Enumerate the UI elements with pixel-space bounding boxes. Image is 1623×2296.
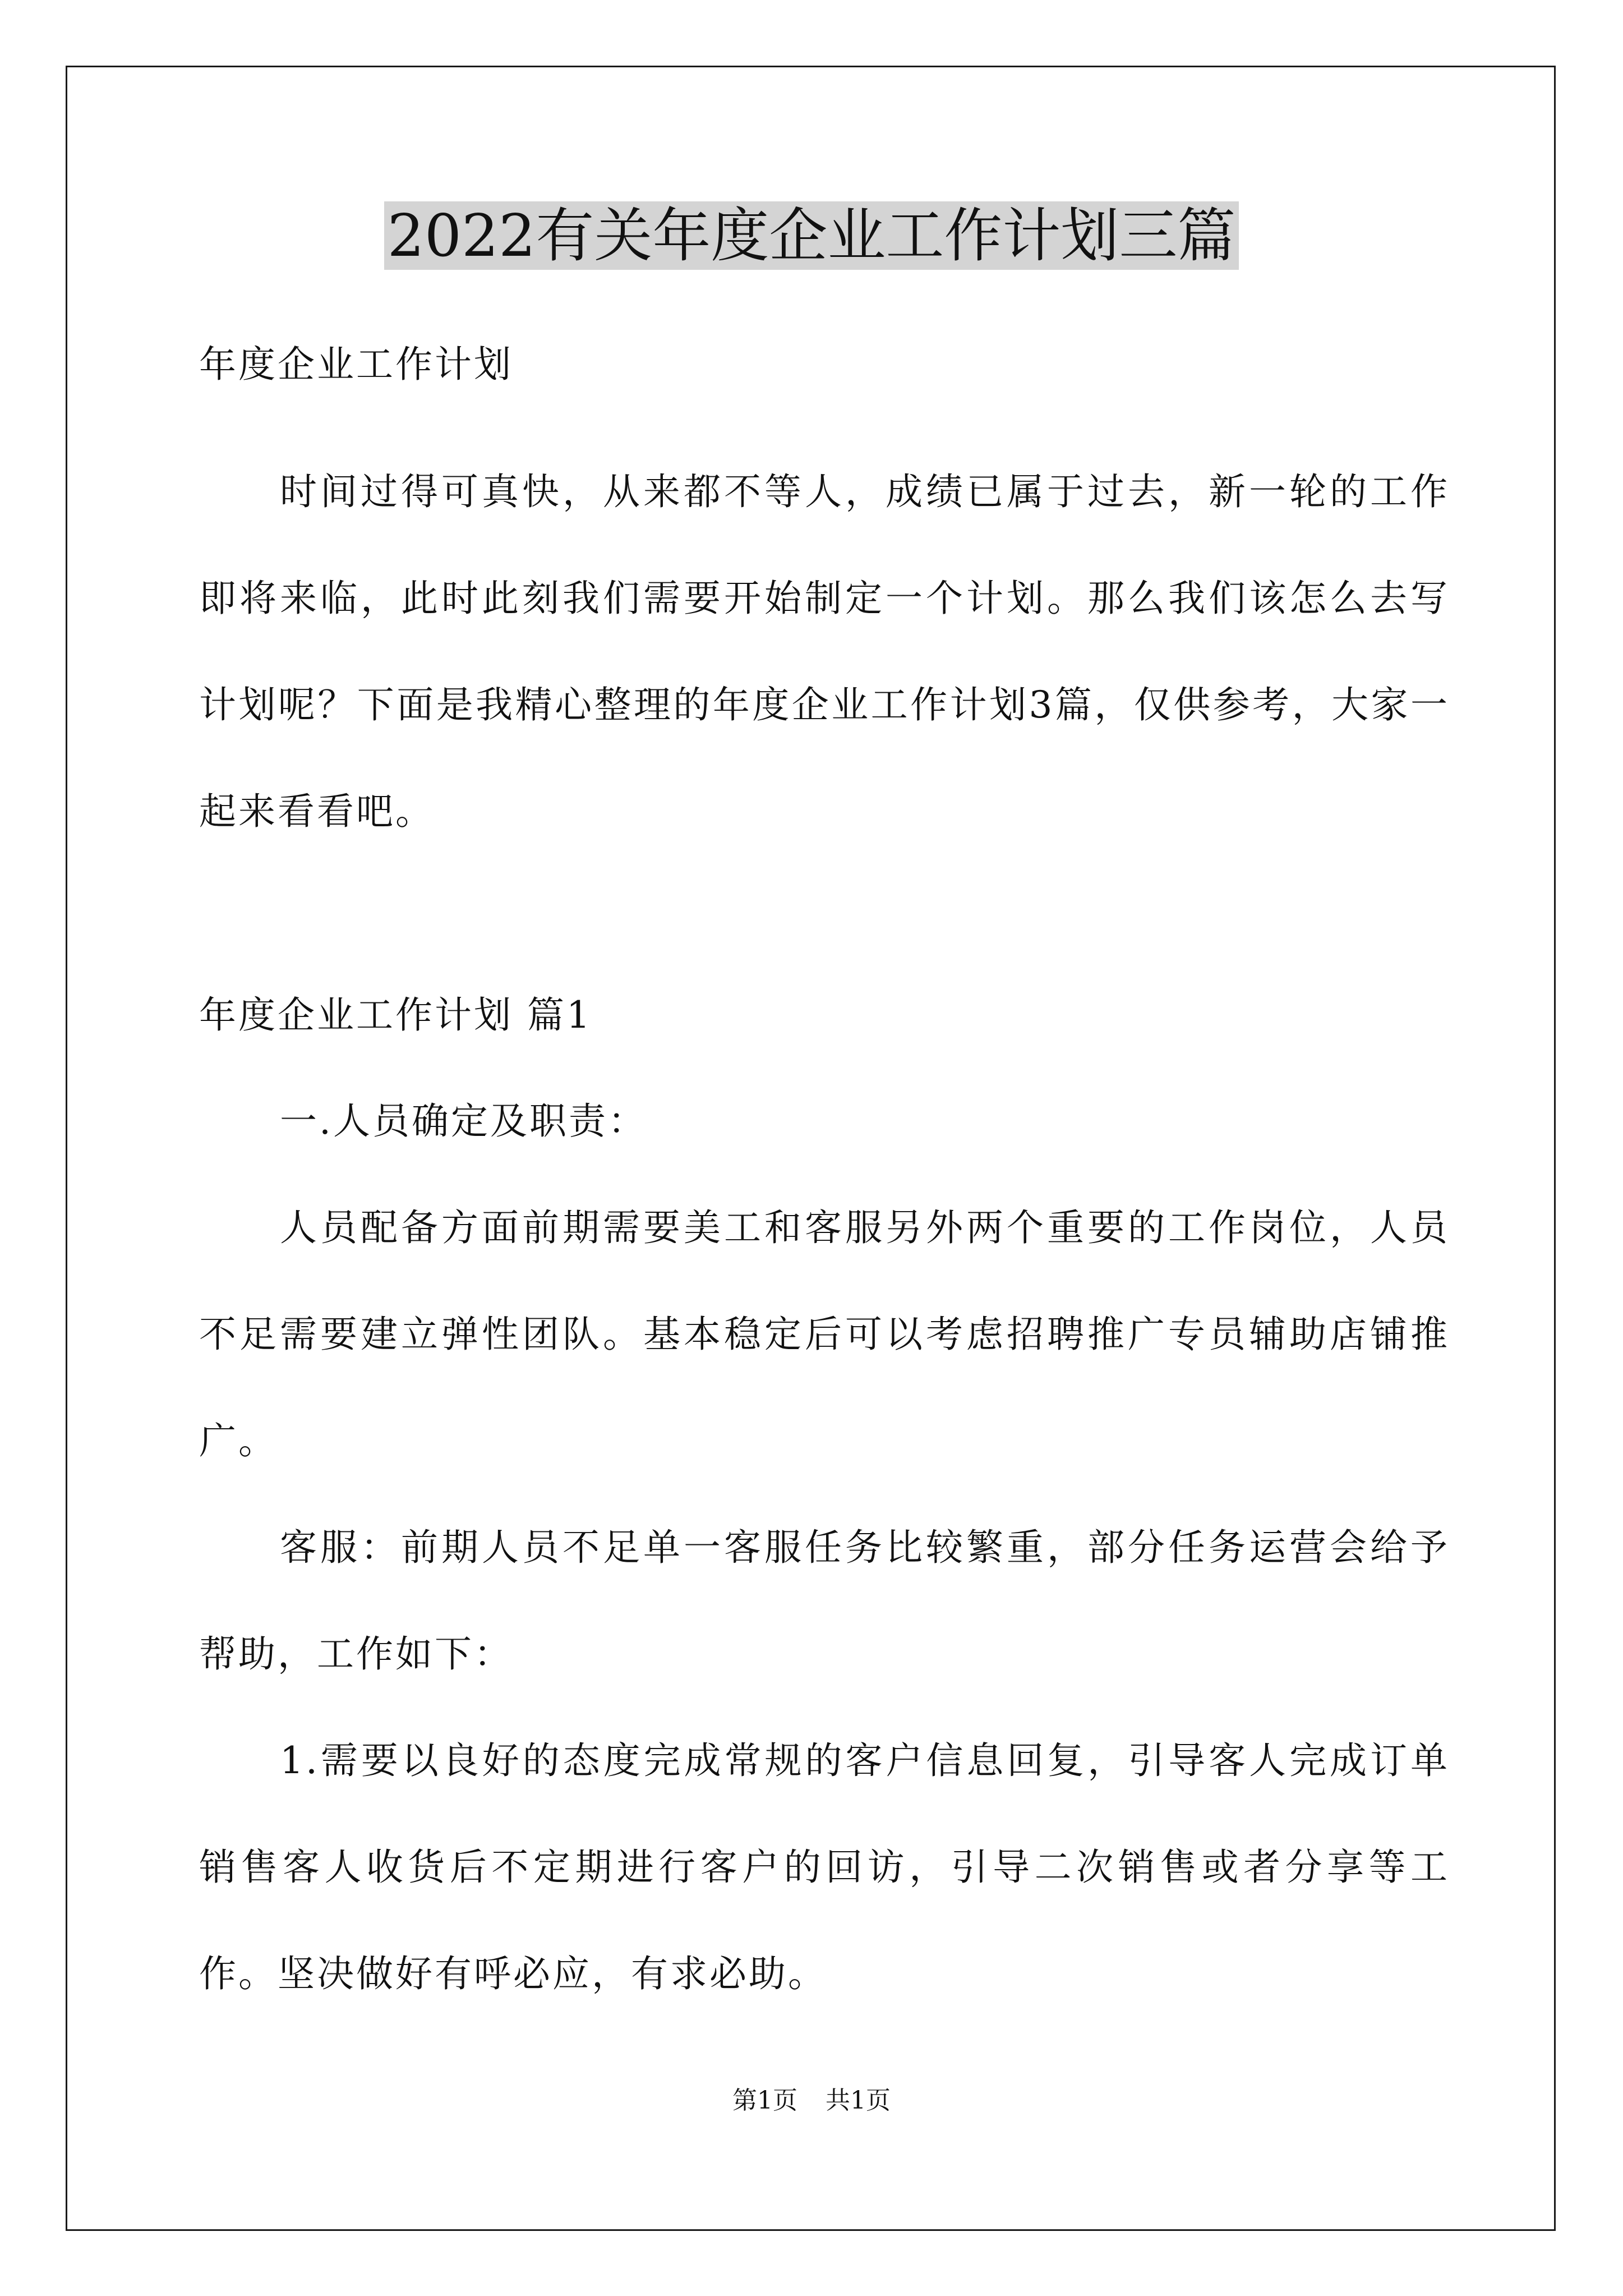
document-title [0,196,1623,275]
staffing-paragraph: 人员配备方面前期需要美工和客服另外两个重要的工作岗位，人员不足需要建立弹性团队。基本稳定后可以考虑招聘推广专员辅助店铺推广。 [199,1206,1450,1462]
page-current: 第1页 [732,2086,797,2115]
section-heading: 年度企业工作计划 篇1 [199,993,592,1037]
item-heading: 一.人员确定及职责： [280,1099,647,1143]
page-footer [0,2084,1623,2118]
title-text: 2022有关年度企业工作计划三篇 [384,201,1239,270]
cs-item-paragraph: 1.需要以良好的态度完成常规的客户信息回复，引导客人完成订单销售客人收货后不定期进行客户的回访，引导二次销售或者分享等工作。坚决做好有呼必应，有求必助。 [199,1739,1450,1995]
intro-paragraph: 时间过得可真快，从来都不等人，成绩已属于过去，新一轮的工作即将来临，此时此刻我们需要开始制定一个计划。那么我们该怎么去写计划呢？下面是我精心整理的年度企业工作计划3篇，仅供参考，大家一起来看看吧。 [199,470,1450,833]
customer-service-paragraph: 客服：前期人员不足单一客服任务比较繁重，部分任务运营会给予帮助，工作如下： [199,1526,1450,1676]
page-total: 共1页 [826,2086,891,2115]
subtitle: 年度企业工作计划 [199,343,513,386]
